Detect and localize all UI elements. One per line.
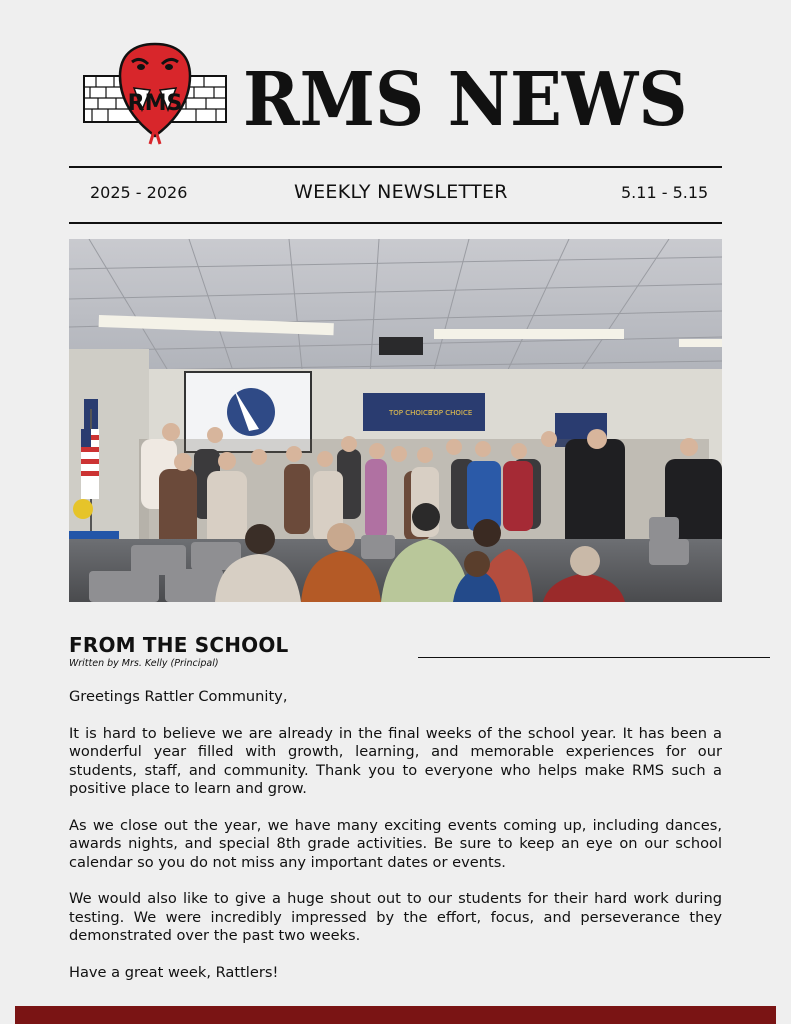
article-body xyxy=(69,688,722,1001)
newsletter-label: WEEKLY NEWSLETTER xyxy=(294,181,508,203)
section-divider xyxy=(418,657,770,658)
svg-text:RMS: RMS xyxy=(127,91,183,116)
header-top-divider xyxy=(69,166,722,168)
header-bottom-divider xyxy=(69,222,722,224)
event-photo xyxy=(69,239,722,602)
svg-text:TOP CHOICE: TOP CHOICE xyxy=(389,409,433,417)
school-year: 2025 - 2026 xyxy=(90,183,188,202)
article-signoff: Have a great week, Rattlers! xyxy=(69,964,279,982)
issue-dates: 5.11 - 5.15 xyxy=(621,183,709,202)
newsletter-title: RMS NEWS xyxy=(243,57,688,143)
svg-text:TOP CHOICE: TOP CHOICE xyxy=(429,409,473,417)
article-paragraph: It is hard to believe we are already in the final weeks of the school year. It has been a wonderful year filled with growth, learning, and memorable experiences for our students, staff, and community. Thank you to everyone who helps make RMS such a positive place to learn and grow. xyxy=(69,724,722,798)
footer-accent-bar xyxy=(15,1006,776,1024)
snake-head-icon xyxy=(120,44,190,144)
section-title: FROM THE SCHOOL xyxy=(69,633,289,657)
article-byline: Written by Mrs. Kelly (Principal) xyxy=(69,658,219,669)
article-paragraph: As we close out the year, we have many exciting events coming up, including dances, awards nights, and special 8th grade activities. Be sure to keep an eye on our school calendar so you do not miss any important dates or events. xyxy=(69,816,722,871)
article-greeting: Greetings Rattler Community, xyxy=(69,688,288,705)
rms-rattlesnake-logo xyxy=(80,40,230,150)
article-paragraph: We would also like to give a huge shout out to our students for their hard work during testing. We were incredibly impressed by the effort, focus, and perseverance they demonstrated over the past two weeks. xyxy=(69,890,722,945)
